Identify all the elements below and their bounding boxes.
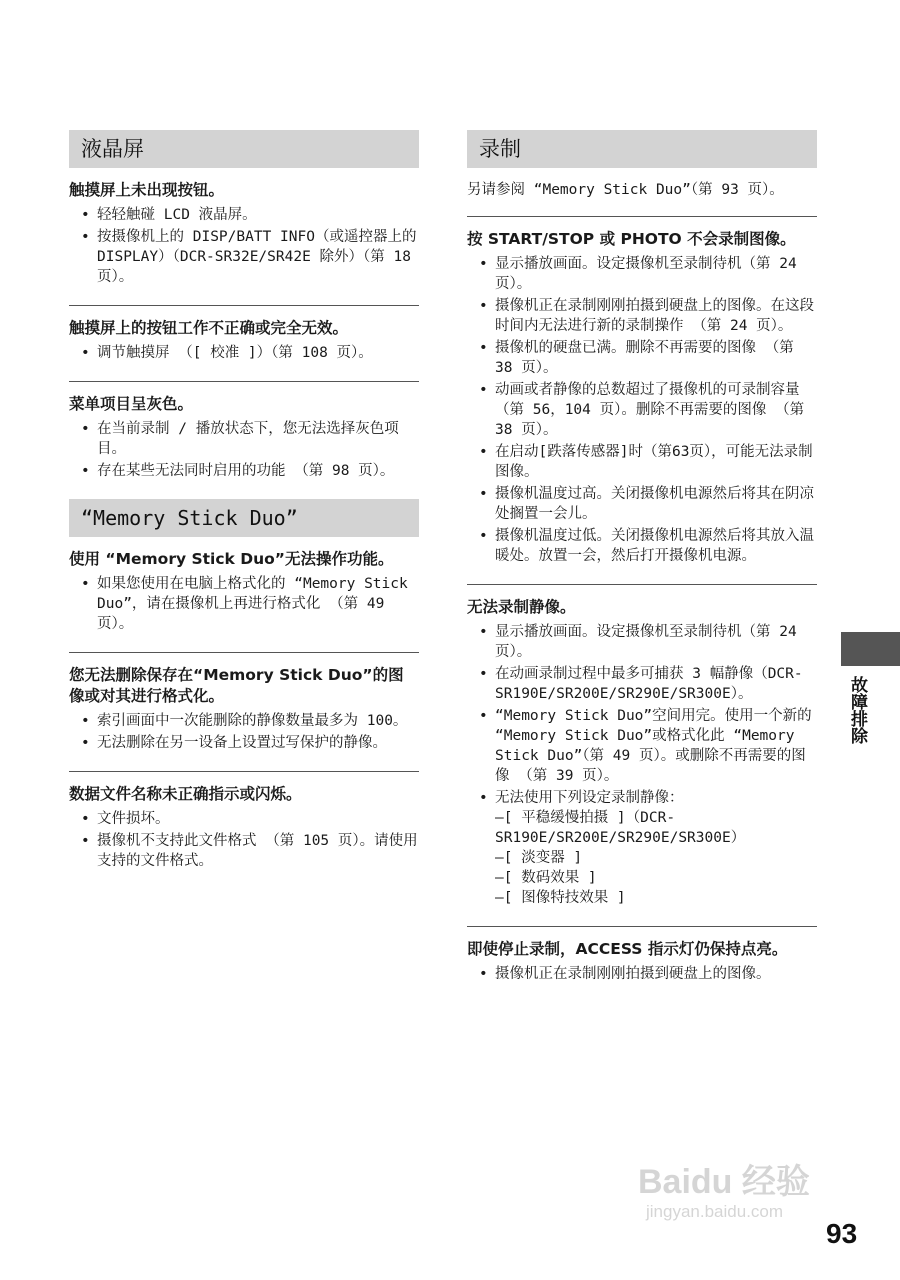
list-item: • 在当前录制 / 播放状态下，您无法选择灰色项目。 <box>69 419 419 459</box>
issue-title: 菜单项目呈灰色。 <box>69 395 194 413</box>
issue-title: 按 START/STOP 或 PHOTO 不会录制图像。 <box>467 230 796 248</box>
issue-title: 使用 “Memory Stick Duo”无法操作功能。 <box>69 550 394 568</box>
list-item: • 在动画录制过程中最多可捕获 3 幅静像（DCR-SR190E/SR200E/SR290E/SR300E）。 <box>467 664 817 704</box>
issue-block <box>467 584 817 926</box>
right-column <box>467 130 817 1002</box>
section-heading-recording: 录制 <box>467 130 817 168</box>
sub-item: –[ 数码效果 ] <box>495 870 597 886</box>
list-item: • 轻轻触碰 LCD 液晶屏。 <box>69 205 419 225</box>
issue-title: 数据文件名称未正确指示或闪烁。 <box>69 785 302 803</box>
list-item: • 摄像机正在录制刚刚拍摄到硬盘上的图像。 <box>467 964 817 984</box>
issue-title: 即使停止录制，ACCESS 指示灯仍保持点亮。 <box>467 940 788 958</box>
baidu-watermark <box>628 1150 848 1242</box>
see-also-note: 另请参阅 “Memory Stick Duo”（第 93 页）。 <box>467 182 784 198</box>
issue-block <box>69 652 419 771</box>
issue-block <box>467 926 817 1002</box>
list-item: • “Memory Stick Duo”空间用完。使用一个新的 “Memory Stick Duo”或格式化此 “Memory Stick Duo”（第 49 页）。或删除不再需要的图像 （第 39 页）。 <box>467 706 817 786</box>
list-item: • 无法删除在另一设备上设置过写保护的静像。 <box>69 733 419 753</box>
issue-title: 您无法删除保存在“Memory Stick Duo”的图像或对其进行格式化。 <box>69 666 404 705</box>
sub-item: –[ 图像特技效果 ] <box>495 890 626 906</box>
section-heading-lcd: 液晶屏 <box>69 130 419 168</box>
section-heading-memory-stick: “Memory Stick Duo” <box>69 499 419 537</box>
issue-title: 无法录制静像。 <box>467 598 576 616</box>
chapter-tab-marker <box>841 632 900 666</box>
issue-block <box>69 771 419 889</box>
list-item: • 如果您使用在电脑上格式化的 “Memory Stick Duo”，请在摄像机上再进行格式化 （第 49 页）。 <box>69 574 419 634</box>
list-item: • 摄像机正在录制刚刚拍摄到硬盘上的图像。在这段时间内无法进行新的录制操作 （第 24 页）。 <box>467 296 817 336</box>
left-column <box>69 130 419 889</box>
issue-block <box>467 216 817 584</box>
list-item: • 摄像机不支持此文件格式 （第 105 页）。请使用支持的文件格式。 <box>69 831 419 871</box>
watermark-url: jingyan.baidu.com <box>646 1202 784 1221</box>
list-item: • 摄像机温度过高。关闭摄像机电源然后将其在阴凉处搁置一会儿。 <box>467 484 817 524</box>
issue-title: 触摸屏上未出现按钮。 <box>69 181 225 199</box>
chapter-side-label: 故障排除 <box>847 676 867 744</box>
list-item: • 调节触摸屏 （[ 校准 ]）（第 108 页）。 <box>69 343 419 363</box>
list-item: • 按摄像机上的 DISP/BATT INFO（或遥控器上的 DISPLAY）（DCR-SR32E/SR42E 除外）（第 18 页）。 <box>69 227 419 287</box>
issue-block <box>69 549 419 652</box>
sub-item: –[ 淡变器 ] <box>495 850 583 866</box>
list-item-text: 无法使用下列设定录制静像： <box>495 790 684 806</box>
page-number: 93 <box>826 1218 858 1249</box>
sub-item: –[ 平稳缓慢拍摄 ]（DCR-SR190E/SR200E/SR290E/SR300E） <box>495 810 746 846</box>
issue-block <box>69 305 419 381</box>
issue-block <box>69 180 419 305</box>
list-item: • 显示播放画面。设定摄像机至录制待机（第 24 页）。 <box>467 254 817 294</box>
list-item <box>467 788 817 908</box>
issue-title: 触摸屏上的按钮工作不正确或完全无效。 <box>69 319 349 337</box>
issue-block <box>69 381 419 499</box>
list-item: • 动画或者静像的总数超过了摄像机的可录制容量 （第 56，104 页）。删除不再需要的图像 （第 38 页）。 <box>467 380 817 440</box>
list-item: • 在启动[跌落传感器]时（第63页），可能无法录制图像。 <box>467 442 817 482</box>
list-item: • 存在某些无法同时启用的功能 （第 98 页）。 <box>69 461 419 481</box>
list-item: • 文件损坏。 <box>69 809 419 829</box>
list-item: • 摄像机温度过低。关闭摄像机电源然后将其放入温暖处。放置一会，然后打开摄像机电源。 <box>467 526 817 566</box>
list-item: • 显示播放画面。设定摄像机至录制待机（第 24 页）。 <box>467 622 817 662</box>
list-item: • 索引画面中一次能删除的静像数量最多为 100。 <box>69 711 419 731</box>
list-item: • 摄像机的硬盘已满。删除不再需要的图像 （第 38 页）。 <box>467 338 817 378</box>
watermark-logo: Baidu 经验 <box>638 1163 810 1201</box>
